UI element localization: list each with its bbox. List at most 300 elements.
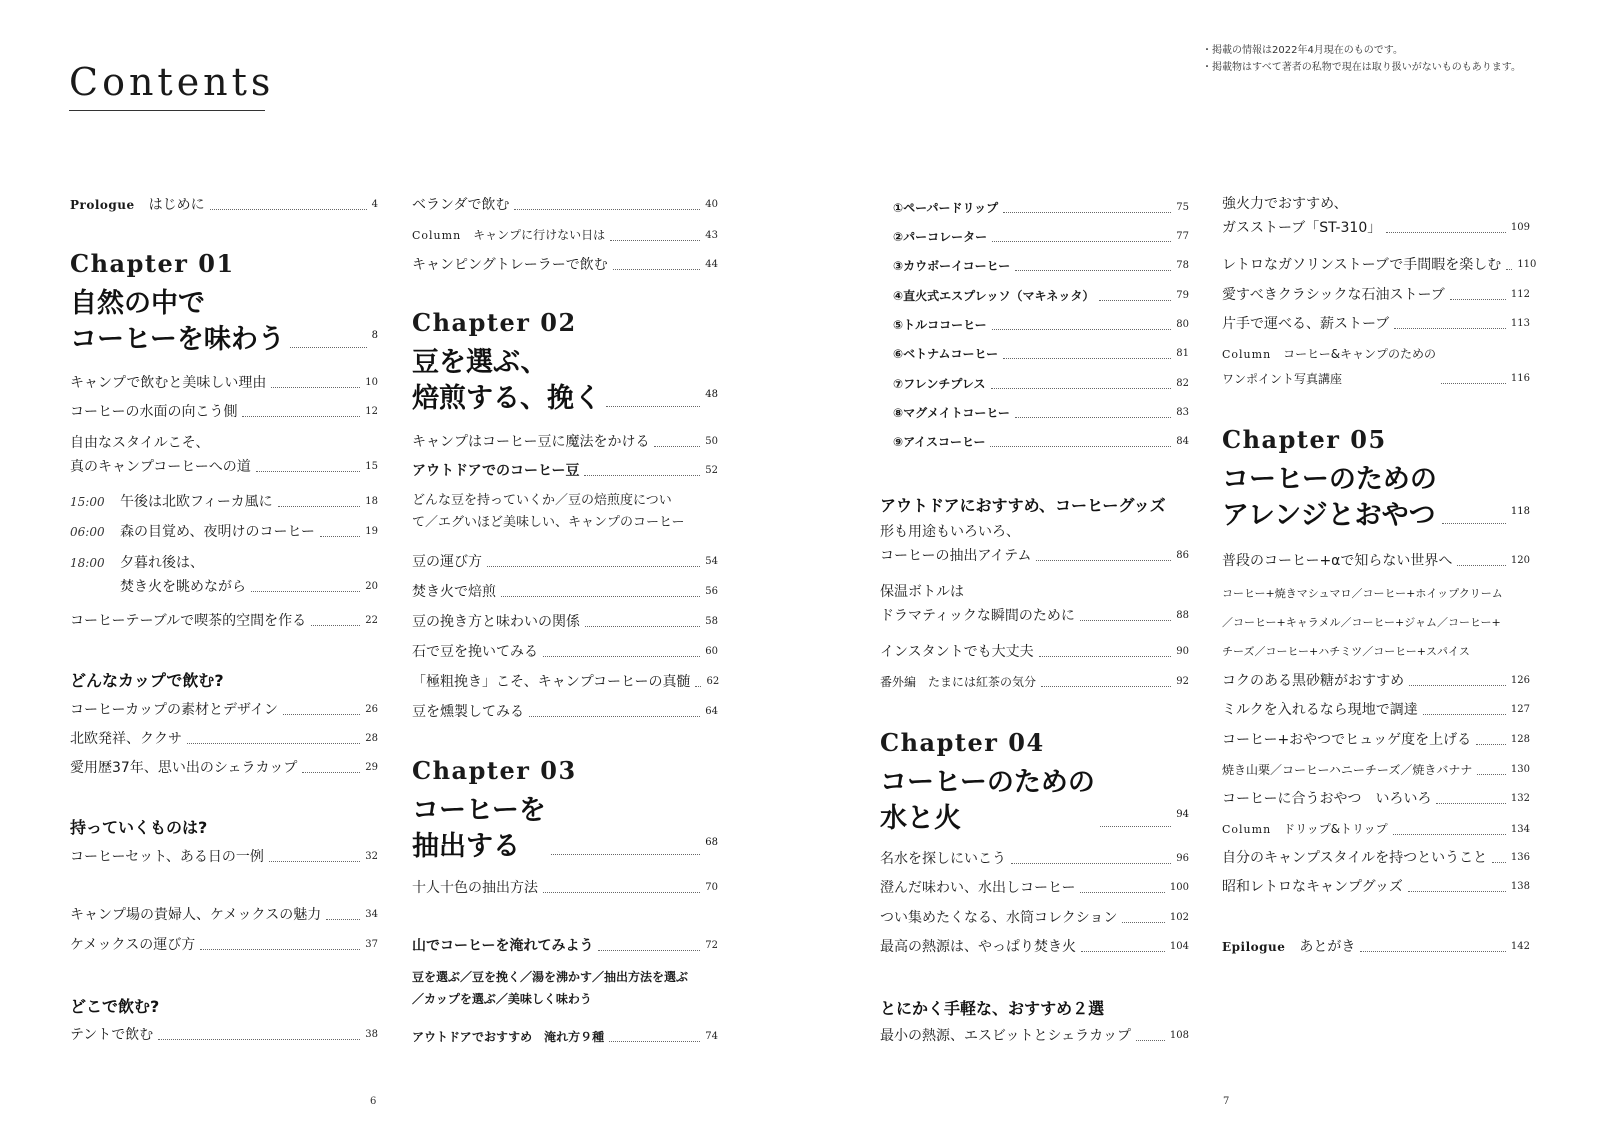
dot-leader xyxy=(501,596,700,597)
entry-label: アウトドアでのコーヒー豆 xyxy=(412,463,580,479)
dot-leader xyxy=(1080,620,1171,621)
chapter-label: Chapter 03 xyxy=(412,756,577,785)
page-number: 29 xyxy=(365,762,378,773)
entry-label: 澄んだ味わい、水出しコーヒー xyxy=(880,880,1076,896)
page-number: 120 xyxy=(1510,555,1530,566)
page-number: 128 xyxy=(1510,734,1530,745)
dot-leader xyxy=(992,329,1172,330)
toc-entry[interactable] xyxy=(70,400,378,424)
dot-leader xyxy=(1036,560,1171,561)
toc-entry[interactable] xyxy=(880,670,1189,694)
toc-entry[interactable] xyxy=(70,431,378,479)
entry-label: ⑨アイスコーヒー xyxy=(893,435,986,449)
entry-label: コクのある黒砂糖がおすすめ xyxy=(1222,673,1405,689)
entry-label: キャンプ場の貴婦人、ケメックスの魅力 xyxy=(70,907,322,923)
sub-topics-line: チーズ／コーヒー+ハチミツ／コーヒー+スパイス xyxy=(1222,645,1470,658)
toc-entry[interactable] xyxy=(70,903,378,927)
sub-topics xyxy=(412,966,688,1010)
entry-label: 豆の挽き方と味わいの関係 xyxy=(412,614,580,630)
page-number: 113 xyxy=(1510,318,1530,329)
entry-label: ミルクを入れるなら現地で調達 xyxy=(1222,702,1418,718)
epilogue-prefix: Epilogue xyxy=(1222,940,1286,954)
dot-leader xyxy=(311,625,360,626)
page-number: 102 xyxy=(1169,912,1189,923)
entry-label: インスタントでも大丈夫 xyxy=(880,644,1034,660)
entry-label: キャンピングトレーラーで飲む xyxy=(412,257,608,273)
dot-leader xyxy=(290,347,367,348)
entry-label: 片手で運べる、薪ストーブ xyxy=(1222,316,1390,332)
section-heading: どこで飲む? xyxy=(70,997,160,1016)
entry-label: ケメックスの運び方 xyxy=(70,937,196,953)
toc-entry[interactable] xyxy=(1222,549,1530,573)
entry-label: ベランダで飲む xyxy=(412,197,510,213)
toc-entry[interactable] xyxy=(70,609,378,633)
page-number: 82 xyxy=(1176,378,1189,389)
toc-entry[interactable] xyxy=(1222,192,1530,240)
entry-label: ドリップ&トリップ xyxy=(1283,822,1388,836)
page-number: 92 xyxy=(1176,676,1189,687)
toc-entry[interactable] xyxy=(1222,875,1530,899)
toc-entry[interactable] xyxy=(1222,669,1530,693)
dot-leader xyxy=(609,1041,700,1042)
entry-label: キャンプはコーヒー豆に魔法をかける xyxy=(412,434,650,450)
toc-entry[interactable] xyxy=(70,845,378,869)
entry-label: キャンプで飲むと美味しい理由 xyxy=(70,375,267,391)
page-number: 77 xyxy=(1176,231,1189,242)
toc-entry[interactable] xyxy=(880,906,1189,930)
toc-entry[interactable] xyxy=(893,225,1189,249)
chapter-title[interactable] xyxy=(412,793,718,865)
column-prefix: Column xyxy=(412,229,462,242)
entry-label: つい集めたくなる、水筒コレクション xyxy=(880,910,1118,926)
time-label: 06:00 xyxy=(70,525,105,539)
dot-leader xyxy=(1393,834,1506,835)
toc-entry[interactable] xyxy=(412,1025,718,1049)
dot-leader xyxy=(302,772,360,773)
page-number: 12 xyxy=(365,406,378,417)
notes xyxy=(1202,42,1521,76)
dot-leader xyxy=(1477,774,1506,775)
page-number: 104 xyxy=(1169,941,1189,952)
time-label: 15:00 xyxy=(70,495,105,509)
page-number: 83 xyxy=(1176,407,1189,418)
page-number: 78 xyxy=(1176,260,1189,271)
page-number: 64 xyxy=(705,706,718,717)
entry-label: 石で豆を挽いてみる xyxy=(412,644,538,660)
dot-leader xyxy=(187,743,360,744)
dot-leader xyxy=(1100,826,1171,827)
dot-leader xyxy=(271,387,360,388)
dot-leader xyxy=(1136,1040,1165,1041)
chapter-title-line: 水と火 xyxy=(880,803,961,834)
entry-label: ③カウボーイコーヒー xyxy=(893,259,1011,273)
entry-line: ガスストーブ「ST-310」 xyxy=(1222,220,1382,236)
page-number: 38 xyxy=(365,1029,378,1040)
entry-label: テントで飲む xyxy=(70,1027,154,1043)
note-line: ・掲載物はすべて著者の私物で現在は取り扱いがないものもあります。 xyxy=(1202,62,1521,73)
toc-entry[interactable] xyxy=(880,520,1189,568)
chapter-label: Chapter 02 xyxy=(412,308,577,337)
toc-entry[interactable] xyxy=(1222,758,1530,782)
entry-label: 午後は北欧フィーカ風に xyxy=(120,494,273,510)
page-number: 56 xyxy=(705,586,718,597)
page-number: 127 xyxy=(1510,704,1530,715)
dot-leader xyxy=(1360,951,1505,952)
dot-leader xyxy=(606,406,700,407)
dot-leader xyxy=(1386,232,1506,233)
toc-entry[interactable] xyxy=(412,550,718,574)
entry-line: 強火力でおすすめ、 xyxy=(1222,196,1348,212)
page-number: 138 xyxy=(1510,881,1530,892)
entry-label: コーヒー+おやつでヒュッゲ度を上げる xyxy=(1222,732,1472,748)
dot-leader xyxy=(210,209,367,210)
page-number: 34 xyxy=(365,909,378,920)
entry-label: 昭和レトロなキャンプグッズ xyxy=(1222,879,1403,895)
dot-leader xyxy=(992,241,1171,242)
sub-topics-line: 豆を選ぶ／豆を挽く／湯を沸かす／抽出方法を選ぶ xyxy=(412,970,689,984)
dot-leader xyxy=(990,446,1171,447)
page-number: 8 xyxy=(371,330,378,341)
page-number: 50 xyxy=(705,436,718,447)
entry-label: 山でコーヒーを淹れてみよう xyxy=(412,938,594,954)
section-heading: 持っていくものは? xyxy=(70,818,208,837)
epilogue-entry[interactable] xyxy=(1222,935,1530,959)
dot-leader xyxy=(1442,523,1506,524)
chapter-label: Chapter 04 xyxy=(880,728,1045,757)
dot-leader xyxy=(584,475,700,476)
dot-leader xyxy=(200,949,360,950)
dot-leader xyxy=(991,388,1172,389)
entry-label: ④直火式エスプレッソ（マキネッタ） xyxy=(893,289,1095,303)
page-number: 60 xyxy=(705,646,718,657)
entry-label: コーヒーの水面の向こう側 xyxy=(70,404,238,420)
chapter-title-line: 焙煎する、挽く xyxy=(412,383,601,414)
entry-label: 番外編 たまには紅茶の気分 xyxy=(880,675,1037,689)
page-number: 134 xyxy=(1510,824,1530,835)
toc-entry[interactable] xyxy=(1222,312,1530,336)
dot-leader xyxy=(1081,951,1165,952)
prologue-prefix: Prologue xyxy=(70,198,135,212)
page-number: 118 xyxy=(1510,506,1530,517)
entry-label: 愛すべきクラシックな石油ストーブ xyxy=(1222,287,1445,303)
page-number: 10 xyxy=(365,377,378,388)
dot-leader xyxy=(1080,892,1164,893)
chapter-title-line: 抽出する xyxy=(412,831,520,862)
section-heading: アウトドアにおすすめ、コーヒーグッズ xyxy=(880,496,1166,515)
entry-line: ワンポイント写真講座 xyxy=(1222,372,1343,386)
sub-topics-line: コーヒー+焼きマシュマロ／コーヒー+ホイップクリーム xyxy=(1222,587,1503,600)
chapter-title[interactable] xyxy=(70,286,378,358)
toc-entry[interactable] xyxy=(70,371,378,395)
chapter-title-line: コーヒーのための xyxy=(880,767,1095,798)
toc-entry[interactable] xyxy=(412,193,718,217)
entry-line: 自由なスタイルこそ、 xyxy=(70,435,210,451)
entry-label: ⑧マグメイトコーヒー xyxy=(893,406,1010,420)
toc-entry[interactable] xyxy=(412,253,718,277)
dot-leader xyxy=(613,269,701,270)
chapter-title[interactable] xyxy=(412,345,718,417)
entry-label: コーヒーセット、ある日の一例 xyxy=(70,849,264,865)
page-number: 4 xyxy=(371,199,378,210)
sub-topics xyxy=(412,490,684,534)
dot-leader xyxy=(283,714,360,715)
dot-leader xyxy=(1394,328,1506,329)
entry-label: はじめに xyxy=(148,197,205,213)
page-number: 81 xyxy=(1176,348,1189,359)
toc-entry[interactable] xyxy=(412,934,718,958)
page-number: 28 xyxy=(365,733,378,744)
page-folio: 7 xyxy=(1223,1096,1230,1107)
page-number: 32 xyxy=(365,851,378,862)
toc-entry[interactable] xyxy=(893,342,1189,366)
page-number: 112 xyxy=(1510,289,1530,300)
dot-leader xyxy=(1039,656,1172,657)
dot-leader xyxy=(487,566,700,567)
entry-label: コーヒーに合うおやつ いろいろ xyxy=(1222,791,1432,807)
dot-leader xyxy=(598,950,700,951)
page-number: 130 xyxy=(1510,764,1530,775)
toc-entry[interactable] xyxy=(880,847,1189,871)
entry-label: ①ペーパードリップ xyxy=(893,201,999,215)
dot-leader xyxy=(326,919,360,920)
dot-leader xyxy=(1423,714,1506,715)
entry-label: 名水を探しにいこう xyxy=(880,851,1006,867)
entry-line: 形も用途もいろいろ、 xyxy=(880,524,1020,540)
toc-entry[interactable] xyxy=(70,756,378,780)
page-number: 20 xyxy=(365,581,378,592)
dot-leader xyxy=(1003,212,1171,213)
toc-entry[interactable] xyxy=(1222,253,1537,277)
entry-label: 豆を燻製してみる xyxy=(412,704,524,720)
toc-entry[interactable] xyxy=(893,313,1189,337)
page-number: 22 xyxy=(365,615,378,626)
dot-leader xyxy=(256,471,361,472)
toc-entry[interactable] xyxy=(70,933,378,957)
dot-leader xyxy=(158,1039,360,1040)
page-number: 52 xyxy=(705,465,718,476)
entry-label: レトロなガソリンストーブで手間暇を楽しむ xyxy=(1222,257,1502,273)
chapter-label: Chapter 05 xyxy=(1222,425,1387,454)
dot-leader xyxy=(1122,922,1164,923)
entry-line: 夕暮れ後は、 xyxy=(120,555,204,571)
entry-label: ⑥ベトナムコーヒー xyxy=(893,347,999,361)
sub-topics-line: ／コーヒー+キャラメル／コーヒー+ジャム／コーヒー+ xyxy=(1222,616,1501,629)
page-number: 43 xyxy=(705,230,718,241)
toc-entry[interactable] xyxy=(1222,817,1530,842)
entry-label: ⑦フレンチプレス xyxy=(893,377,986,391)
entry-label: 豆の運び方 xyxy=(412,554,482,570)
dot-leader xyxy=(1457,565,1506,566)
entry-label: アウトドアでおすすめ 淹れ方９種 xyxy=(412,1030,605,1044)
entry-label: あとがき xyxy=(1299,939,1356,955)
sub-topics-line: ／カップを選ぶ／美味しく味わう xyxy=(412,992,592,1006)
toc-entry[interactable] xyxy=(893,430,1189,454)
page-number: 54 xyxy=(705,556,718,567)
section-heading: どんなカップで飲む? xyxy=(70,671,224,690)
toc-entry[interactable] xyxy=(1222,787,1530,811)
toc-entry[interactable] xyxy=(70,490,378,514)
toc-entry[interactable] xyxy=(1222,846,1530,870)
dot-leader xyxy=(269,861,360,862)
entry-label: キャンプに行けない日は xyxy=(473,228,606,242)
page-number: 19 xyxy=(365,526,378,537)
entry-label: 焚き火で焙煎 xyxy=(412,584,496,600)
dot-leader xyxy=(320,536,360,537)
chapter-label: Chapter 01 xyxy=(70,249,235,278)
note-line: ・掲載の情報は2022年4月現在のものです。 xyxy=(1202,45,1404,56)
page-number: 40 xyxy=(705,199,718,210)
toc-entry[interactable] xyxy=(880,876,1189,900)
toc-entry[interactable] xyxy=(412,876,718,900)
entry-label: 自分のキャンプスタイルを持つということ xyxy=(1222,850,1488,866)
contents-title: Contents xyxy=(69,60,265,111)
page-number: 84 xyxy=(1176,436,1189,447)
entry-label: 普段のコーヒー+αで知らない世界へ xyxy=(1222,553,1453,569)
toc-entry[interactable] xyxy=(893,372,1189,396)
page-number: 96 xyxy=(1176,853,1189,864)
prologue-entry[interactable] xyxy=(70,193,378,217)
dot-leader xyxy=(551,854,700,855)
chapter-title-line: コーヒーを味わう xyxy=(70,324,285,355)
toc-entry[interactable] xyxy=(893,196,1189,220)
page-number: 142 xyxy=(1510,941,1530,952)
entry-label: 焼き山栗／コーヒーハニーチーズ／焼きバナナ xyxy=(1222,763,1473,777)
page-number: 72 xyxy=(705,940,718,951)
page-number: 18 xyxy=(365,496,378,507)
entry-label: 「極粗挽き」こそ、キャンプコーヒーの真髄 xyxy=(412,674,691,690)
sub-topics xyxy=(1222,579,1503,666)
dot-leader xyxy=(1099,300,1171,301)
entry-label: 十人十色の抽出方法 xyxy=(412,880,538,896)
toc-entry[interactable] xyxy=(412,700,718,724)
page-number: 48 xyxy=(705,389,718,400)
toc-entry[interactable] xyxy=(412,430,718,454)
page-number: 15 xyxy=(365,461,378,472)
entry-label: 森の目覚め、夜明けのコーヒー xyxy=(120,524,315,540)
dot-leader xyxy=(1492,862,1506,863)
column-prefix: Column xyxy=(1222,823,1272,836)
toc-entry[interactable] xyxy=(412,610,718,634)
page-number: 75 xyxy=(1176,202,1189,213)
page-number: 80 xyxy=(1176,319,1189,330)
entry-label: コーヒーカップの素材とデザイン xyxy=(70,702,279,718)
toc-entry[interactable] xyxy=(1222,728,1530,752)
dot-leader xyxy=(1476,744,1506,745)
chapter-title[interactable] xyxy=(880,765,1189,837)
page-number: 37 xyxy=(365,939,378,950)
page-number: 79 xyxy=(1176,290,1189,301)
time-label: 18:00 xyxy=(70,556,105,570)
dot-leader xyxy=(1011,863,1171,864)
toc-entry[interactable] xyxy=(880,580,1189,628)
toc-entry[interactable] xyxy=(70,520,378,544)
toc-entry[interactable] xyxy=(880,1024,1189,1048)
dot-leader xyxy=(543,656,700,657)
toc-entry[interactable] xyxy=(880,935,1189,959)
page-number: 86 xyxy=(1176,550,1189,561)
entry-label: 最高の熱源は、やっぱり焚き火 xyxy=(880,939,1076,955)
sub-topics-line: て／エグいほど美味しい、キャンプのコーヒー xyxy=(412,515,685,530)
dot-leader xyxy=(1506,269,1512,270)
entry-label: ⑤トルココーヒー xyxy=(893,318,987,332)
page-number: 68 xyxy=(705,837,718,848)
page-number: 26 xyxy=(365,704,378,715)
toc-entry[interactable] xyxy=(1222,342,1530,391)
toc-entry[interactable] xyxy=(412,640,718,664)
entry-label: 最小の熱源、エスビットとシェラカップ xyxy=(880,1028,1132,1044)
page-number: 94 xyxy=(1176,809,1189,820)
toc-entry[interactable] xyxy=(70,551,378,599)
entry-line: 真のキャンプコーヒーへの道 xyxy=(70,459,251,475)
dot-leader xyxy=(242,416,360,417)
dot-leader xyxy=(1450,299,1506,300)
page-number: 58 xyxy=(705,616,718,627)
chapter-title-line: 豆を選ぶ、 xyxy=(412,347,548,378)
entry-line: ドラマティックな瞬間のために xyxy=(880,608,1075,624)
entry-label: コーヒーテーブルで喫茶的空間を作る xyxy=(70,613,307,629)
page-number: 90 xyxy=(1176,646,1189,657)
entry-label: 北欧発祥、ククサ xyxy=(70,731,182,747)
dot-leader xyxy=(610,240,700,241)
toc-entry[interactable] xyxy=(412,670,718,694)
dot-leader xyxy=(1041,686,1171,687)
dot-leader xyxy=(1409,685,1506,686)
toc-entry[interactable] xyxy=(893,254,1189,278)
page-number: 44 xyxy=(705,259,718,270)
page-number: 88 xyxy=(1176,610,1189,621)
page-number: 70 xyxy=(705,882,718,893)
page-number: 108 xyxy=(1169,1030,1189,1041)
entry-label: 愛用歴37年、思い出のシェラカップ xyxy=(70,760,298,776)
dot-leader xyxy=(278,506,361,507)
toc-entry[interactable] xyxy=(412,580,718,604)
toc-entry[interactable] xyxy=(893,401,1189,425)
toc-entry[interactable] xyxy=(1222,283,1530,307)
dot-leader xyxy=(654,446,700,447)
page-number: 109 xyxy=(1510,222,1530,233)
dot-leader xyxy=(1015,270,1171,271)
dot-leader xyxy=(1015,417,1171,418)
entry-line: コーヒー&キャンプのための xyxy=(1283,347,1437,361)
toc-entry[interactable] xyxy=(70,727,378,751)
page-number: 132 xyxy=(1510,793,1530,804)
page-number: 100 xyxy=(1169,882,1189,893)
chapter-title-line: アレンジとおやつ xyxy=(1222,500,1436,531)
page-number: 62 xyxy=(706,676,720,687)
chapter-title[interactable] xyxy=(1222,462,1530,534)
toc-entry[interactable] xyxy=(880,640,1189,664)
dot-leader xyxy=(1003,358,1171,359)
page-number: 136 xyxy=(1510,852,1530,863)
page-number: 126 xyxy=(1510,675,1530,686)
column-prefix: Column xyxy=(1222,348,1272,361)
toc-entry[interactable] xyxy=(1222,698,1530,722)
toc-entry[interactable] xyxy=(70,698,378,722)
section-heading: とにかく手軽な、おすすめ２選 xyxy=(880,999,1105,1018)
chapter-title-line: 自然の中で xyxy=(70,288,205,319)
entry-line: 焚き火を眺めながら xyxy=(120,579,246,595)
entry-label: ②パーコレーター xyxy=(893,230,988,244)
toc-entry[interactable] xyxy=(893,284,1189,308)
toc-entry[interactable] xyxy=(412,459,718,483)
toc-entry[interactable] xyxy=(412,223,718,248)
page-number: 74 xyxy=(705,1031,718,1042)
entry-line: 保温ボトルは xyxy=(880,584,964,600)
chapter-title-line: コーヒーのための xyxy=(1222,464,1437,495)
dot-leader xyxy=(1441,383,1506,384)
toc-entry[interactable] xyxy=(70,1023,378,1047)
dot-leader xyxy=(695,686,701,687)
